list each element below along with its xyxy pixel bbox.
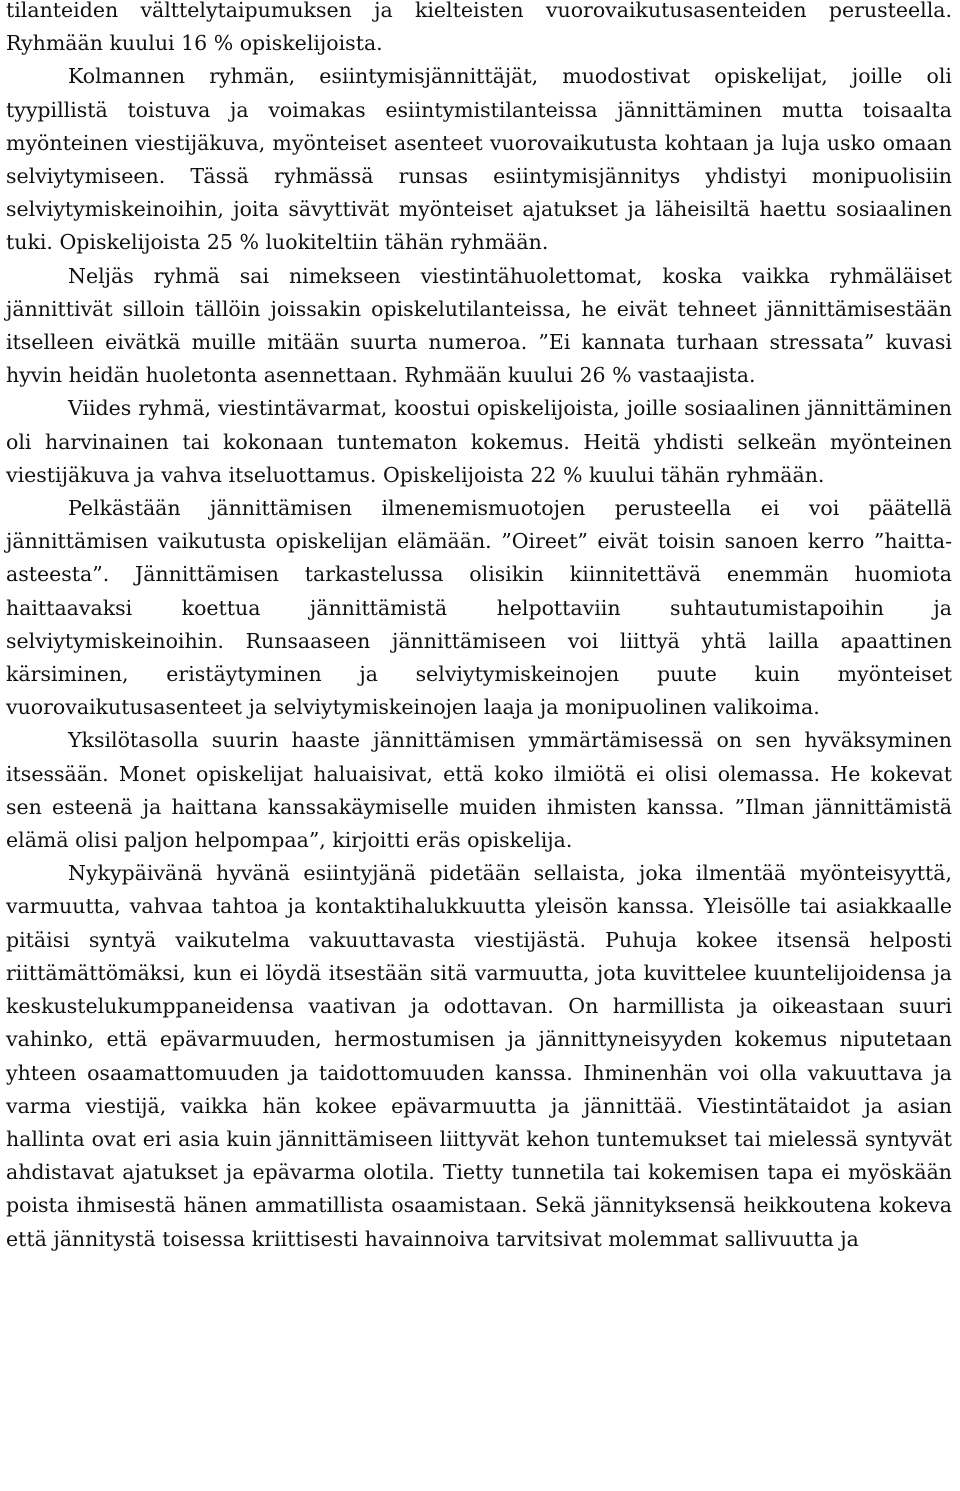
paragraph-5: Pelkästään jännittämisen ilmenemismuotojen perusteella ei voi päätellä jännittämisen vaikutusta opiskelijan elämään. ”Oireet” eivät toisin sanoen kerro ”haitta-asteesta”. Jännittämisen tarkastelussa olisikin kiinnitettävä enemmän huomiota haittaavaksi koettua jännittämistä helpottaviin suhtautumistapoihin ja selviytymiskeinoihin. Runsaaseen jännittämiseen voi liittyä yhtä lailla apaattinen kärsiminen, eristäytyminen ja selviytymiskeinojen puute kuin myönteiset vuorovaikutusasenteet ja selviytymiskeinojen laaja ja monipuolinen valikoima. xyxy=(6,496,952,720)
paragraph-4: Viides ryhmä, viestintävarmat, koostui opiskelijoista, joille sosiaalinen jännittäminen oli harvinainen tai kokonaan tuntematon kokemus. Heitä yhdisti selkeän myönteinen viestijäkuva ja vahva itseluottamus. Opiskelijoista 22 % kuului tähän ryhmään. xyxy=(6,396,952,487)
paragraph-1: tilanteiden välttelytaipumuksen ja kielteisten vuorovaikutusasenteiden perusteella. Ryhmään kuului 16 % opiskelijoista. xyxy=(6,0,952,56)
paragraph-3: Neljäs ryhmä sai nimekseen viestintähuolettomat, koska vaikka ryhmäläiset jännittivät silloin tällöin joissakin opiskelutilanteissa, he eivät tehneet jännittämisestään itselleen eivätkä muille mitään suurta numeroa. ”Ei kannata turhaan stressata” kuvasi hyvin heidän huoletonta asennettaan. Ryhmään kuului 26 % vastaajista. xyxy=(6,263,952,388)
paragraph-6: Yksilötasolla suurin haaste jännittämisen ymmärtämisessä on sen hyväksyminen itsessään. Monet opiskelijat haluaisivat, että koko ilmiötä ei olisi olemassa. He kokevat sen esteenä ja haittana kanssakäymiselle muiden ihmisten kanssa. ”Ilman jännittämistä elämä olisi paljon helpompaa”, kirjoitti eräs opiskelija. xyxy=(6,728,952,853)
document-page xyxy=(6,0,952,1256)
paragraph-7: Nykypäivänä hyvänä esiintyjänä pidetään sellaista, joka ilmentää myönteisyyttä, varmuutta, vahvaa tahtoa ja kontaktihalukkuutta yleisön kanssa. Yleisölle tai asiakkaalle pitäisi syntyä vaikutelma vakuuttavasta viestijästä. Puhuja kokee itsensä helposti riittämättömäksi, kun ei löydä itsestään sitä varmuutta, jota kuvittelee kuuntelijoidensa ja keskustelukumppaneidensa vaativan ja odottavan. On harmillista ja oikeastaan suuri vahinko, että epävarmuuden, hermostumisen ja jännittyneisyyden kokemus niputetaan yhteen osaamattomuuden ja taidottomuuden kanssa. Ihminenhän voi olla vakuuttava ja varma viestijä, vaikka hän kokee epävarmuutta ja jännittää. Viestintätaidot ja asian hallinta ovat eri asia kuin jännittämiseen liittyvät kehon tuntemukset tai mielessä syntyvät ahdistavat ajatukset ja epävarma olotila. Tietty tunnetila tai kokemisen tapa ei myöskään poista ihmisestä hänen ammatillista osaamistaan. Sekä jännityksensä heikkoutena kokeva että jännitystä toisessa kriittisesti havainnoiva tarvitsivat molemmat sallivuutta ja xyxy=(6,861,952,1251)
paragraph-2: Kolmannen ryhmän, esiintymisjännittäjät, muodostivat opiskelijat, joille oli tyypillistä toistuva ja voimakas esiintymistilanteissa jännittäminen mutta toisaalta myönteinen viestijäkuva, myönteiset asenteet vuorovaikutusta kohtaan ja luja usko omaan selviytymiseen. Tässä ryhmässä runsas esiintymisjännitys yhdistyi monipuolisiin selviytymiskeinoihin, joita sävyttivät myönteiset ajatukset ja läheisiltä haettu sosiaalinen tuki. Opiskelijoista 25 % luokiteltiin tähän ryhmään. xyxy=(6,64,952,255)
